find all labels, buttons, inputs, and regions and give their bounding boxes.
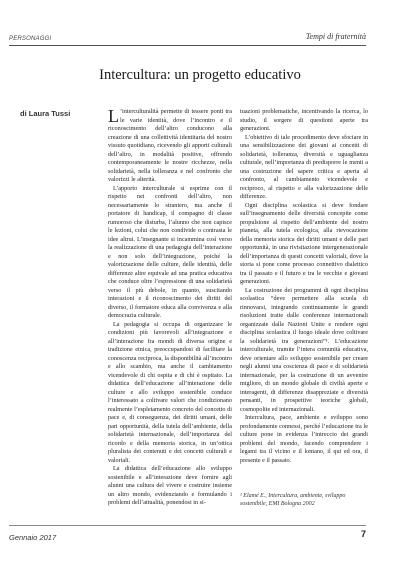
- paragraph: La didattica dell’educazione allo sviluppo sostenibile e all’interazione deve fornire agli alunni una cultura del vivere e costruire insieme un altro mondo, evidenziando e formulando i problemi dell’attualità, ponendosi in si-: [108, 465, 232, 506]
- paragraph: Intercultura, pace, ambiente e sviluppo sono profondamente connessi, perché l’educazione tra le culture pone in evidenza l’intreccio dei grandi problemi del mondo, facendo comprendere i legami tra il vicino e il lontano, il qui ed ora, il presente e il passato.: [240, 414, 368, 464]
- author-byline: di Laura Tussi: [20, 109, 71, 118]
- section-label: PERSONAGGI: [9, 36, 52, 42]
- article-title: Intercultura: un progetto educativo: [99, 67, 301, 83]
- page-number: 7: [360, 529, 366, 539]
- paragraph: L’obiettivo di tale procedimento deve sfociare in una sensibilizzazione dei giovani ai concetti di solidarietà, tolleranza, diversità e uguaglianza culturale, nell’importanza di predisporre le menti a una costruzione del sapere critica e aperta al confronto, al cambiamento vicendevole e reciproco, al rispetto e alla valorizzazione delle differenze.: [240, 133, 368, 200]
- magazine-name: Tempi di fraternità: [305, 32, 366, 41]
- paragraph: tuazioni problematiche, incentivando la ricerca, lo studio, il sorgere di questioni aperte tra generazioni.: [240, 108, 368, 132]
- article-column-2: [240, 108, 368, 465]
- paragraph: L ’interculturalità permette di tessere ponti tra le varie identità, dove l’incontro e il riconoscimento dell’altro conducono alla creazione di una collettività identitaria del nostro vissuto quotidiano, ricevendo gli apporti culturali dell’altro, in modalità positive, offrendo contemporaneamente le nostre ricchezze, nella solidarietà, nella tolleranza e nel confronto che valorizzi le alterità.: [108, 106, 232, 183]
- article-column-1: [108, 108, 232, 508]
- footnote: ¹ Elamé E., Intercultura, ambiente, sviluppo sostenibile, EMI Bologna 2002: [240, 493, 346, 507]
- drop-cap: L: [108, 106, 119, 126]
- paragraph: Ogni disciplina scolastica si deve fondare sull’insegnamento delle diversità concepite come propulsione al rispetto dell’ambiente del nostro pianeta, alla tutela ecologica, alla rievocazione della memoria storica dei diritti umani e delle pari opportunità, in una rivisitazione intergenerazionale dell’importanza di questi concetti valoriali, dove la storia si pone come processo connettivo dialettico tra il passato e il futuro e tra le vecchie e giovani generazioni.: [240, 201, 368, 285]
- header-divider: [9, 45, 366, 46]
- paragraph: La pedagogia si occupa di organizzare le condizioni più favorevoli all’integrazione e all’interazione fra mondi di diversa origine e tradizione etnica, preoccupandosi di facilitare la conoscenza reciproca, la disponibilità all’incontro e allo scambio, ma anche il cambiamento vicendevole di chi ospita e di chi è ospitato. La didattica dell’educazione all’interazione delle culture e allo sviluppo sostenibile conduce l’interessato a coltivare valori che condizionano realmente l’espletamento concreto del concetto di pace e, di conseguenza, dei diritti umani, delle pari opportunità, della tutela dell’ambiente, della solidarietà internazionale, dell’importanza del ricordo e della memoria storica, in un’ottica pluralista dei contenuti e dei concetti culturali e valoriali.: [108, 320, 232, 464]
- footer-divider: [9, 525, 366, 526]
- paragraph: La costruzione dei programmi di ogni disciplina scolastica “deve permettere alla scuola di rinnovarsi, integrando continuamente le grandi risoluzioni tratte dalle conferenze internazionali organizzate dalle Nazioni Unite e rendere ogni disciplina scolastica il luogo ideale dove coltivare la solidarietà tra generazioni”¹. L’educazione interculturale, tramite l’intera comunità educativa, deve orientare allo sviluppo sostenibile per creare negli alunni una coscienza di pace e di solidarietà internazionale, per la costruzione di un avvenire migliore, di un mondo globale di civiltà aperte e interagenti, di differenze disappreziate e diversità pensanti, in prospettive teoriche globali, cosmopolite ed internazionali.: [240, 286, 368, 413]
- paragraph: L’apporto interculturale si esprime con il rispetto nei confronti dell’altro, non necessariamente lo straniero, ma anche il portatore di handicap, il compagno di classe rumoroso che disturba, l’alunno che non capisce le lezioni, colui che non condivide o contrasta le idee altrui. L’insegnante si incammina così verso la realizzazione di una pedagogia dell’interazione e non solo dell’integrazione, poiché la valorizzazione delle culture, delle identità, delle differenze altre equivale ad una pratica educativa che conduce oltre l’espressione di una solidarietà verso il più debole, in quanto, suscitando interazioni e il riconoscimento dei diritti del diverso, il formatore educa alla convivenza e alla democrazia culturale.: [108, 184, 232, 319]
- issue-date: Gennaio 2017: [9, 533, 57, 542]
